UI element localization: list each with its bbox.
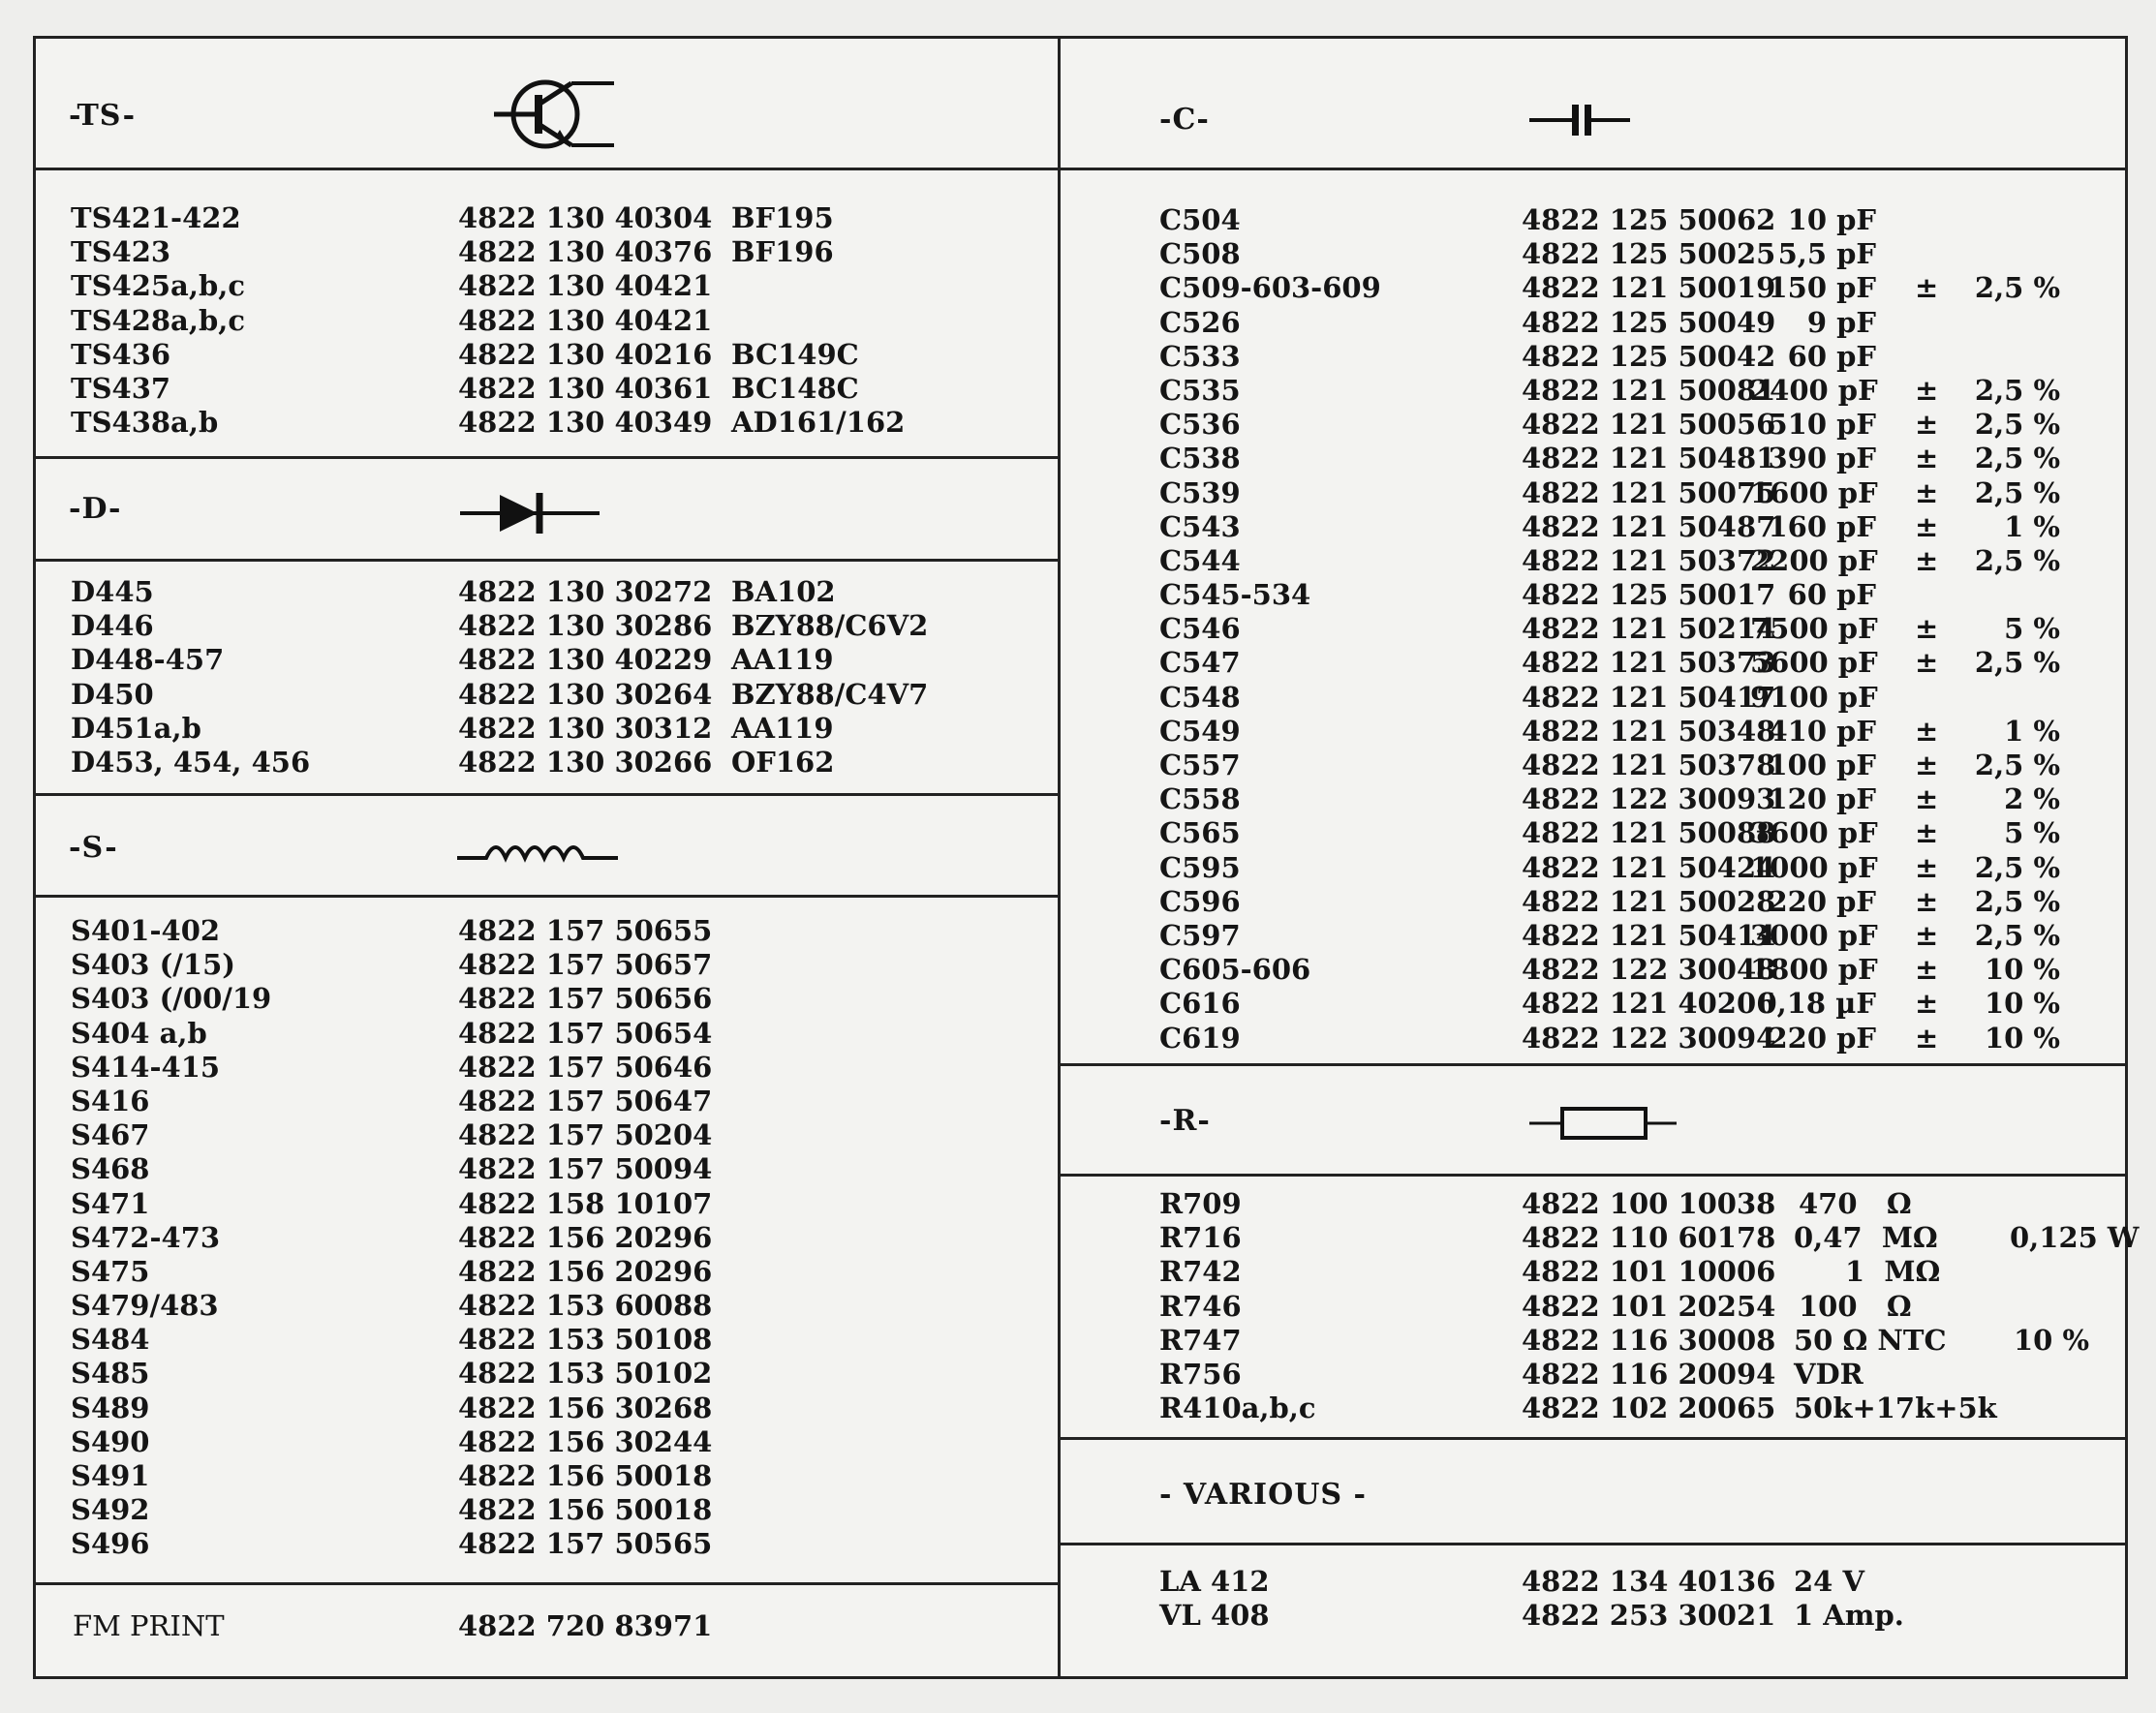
table-row: D448-457 4822 130 40229 AA119 xyxy=(71,643,834,677)
table-row: R709 4822 100 10038 470 Ω xyxy=(1159,1187,1912,1220)
rule xyxy=(1060,1174,2128,1177)
table-row: C535 4822 121 50081 2400 pF ± 2,5 % xyxy=(1159,373,2060,407)
rule xyxy=(1060,1063,2128,1066)
table-row: FM PRINT 4822 720 83971 xyxy=(73,1609,713,1642)
table-row: S489 4822 156 30268 xyxy=(71,1391,713,1424)
resistor-icon xyxy=(1527,1104,1682,1143)
diode-icon xyxy=(458,489,603,537)
table-row: R746 4822 101 20254 100 Ω xyxy=(1159,1289,1912,1323)
table-row: S403 (/00/19 4822 157 50656 xyxy=(71,982,713,1016)
table-row: S468 4822 157 50094 xyxy=(71,1152,713,1186)
table-row: TS425a,b,c 4822 130 40421 xyxy=(71,269,713,303)
table-row: TS428a,b,c 4822 130 40421 xyxy=(71,303,713,337)
table-row: S492 4822 156 50018 xyxy=(71,1493,713,1527)
table-row: C597 4822 121 50414 3000 pF ± 2,5 % xyxy=(1159,918,2060,952)
table-row: R410a,b,c 4822 102 20065 50k+17k+5k xyxy=(1159,1392,1997,1425)
rule xyxy=(36,559,1059,562)
section-header-coils: -S- xyxy=(69,831,118,865)
coil-list xyxy=(71,914,1039,1562)
table-row: C545-534 4822 125 50017 60 pF xyxy=(1159,578,1876,612)
table-row: C596 4822 121 50028 220 pF ± 2,5 % xyxy=(1159,884,2060,918)
table-row: D453, 454, 456 4822 130 30266 OF162 xyxy=(71,745,835,779)
table-row: C616 4822 121 40206 0,18 µF ± 10 % xyxy=(1159,987,2060,1021)
table-row: S490 4822 156 30244 xyxy=(71,1424,713,1458)
section-header-capacitors: -C- xyxy=(1159,103,1210,137)
rule xyxy=(1060,168,2128,170)
table-row: C605-606 4822 122 30048 1800 pF ± 10 % xyxy=(1159,953,2060,987)
table-row: C536 4822 121 50056 510 pF ± 2,5 % xyxy=(1159,408,2060,442)
table-row: C557 4822 121 50378 100 pF ± 2,5 % xyxy=(1159,749,2060,781)
table-row: C543 4822 121 50487 160 pF ± 1 % xyxy=(1159,509,2060,543)
table-row: TS437 4822 130 40361 BC148C xyxy=(71,371,859,405)
table-row: S467 4822 157 50204 xyxy=(71,1118,713,1152)
table-row: S416 4822 157 50647 xyxy=(71,1084,713,1117)
inductor-icon xyxy=(455,829,620,868)
section-header-diodes: -D- xyxy=(69,492,122,526)
table-row: C539 4822 121 50075 1600 pF ± 2,5 % xyxy=(1159,475,2060,509)
table-row: D445 4822 130 30272 BA102 xyxy=(71,575,836,608)
table-row: S491 4822 156 50018 xyxy=(71,1459,713,1492)
table-row: D451a,b 4822 130 30312 AA119 xyxy=(71,711,834,745)
rule xyxy=(36,793,1059,796)
table-row: R742 4822 101 10006 1 MΩ xyxy=(1159,1255,1941,1289)
rule xyxy=(1060,1437,2128,1440)
transistor-icon xyxy=(455,77,620,155)
table-row: TS423 4822 130 40376 BF196 xyxy=(71,235,834,269)
table-row: C526 4822 125 50049 9 pF xyxy=(1159,305,1876,339)
table-row: S404 a,b 4822 157 50654 xyxy=(71,1016,713,1050)
table-row: TS421-422 4822 130 40304 BF195 xyxy=(71,201,834,234)
rule xyxy=(36,456,1059,459)
table-row: LA 412 4822 134 40136 24 V xyxy=(1159,1565,1864,1598)
table-row: C533 4822 125 50042 60 pF xyxy=(1159,339,1876,373)
table-row: C504 4822 125 50062 10 pF xyxy=(1159,203,1876,236)
section-header-transistors: -TS- xyxy=(69,99,137,133)
diode-list xyxy=(71,575,1039,780)
table-row: S401-402 4822 157 50655 xyxy=(71,914,713,947)
resistor-list xyxy=(1159,1187,2140,1425)
table-row: S496 4822 157 50565 xyxy=(71,1527,713,1561)
capacitor-icon xyxy=(1527,101,1634,139)
table-row: C546 4822 121 50214 7500 pF ± 5 % xyxy=(1159,612,2060,646)
table-row: C509-603-609 4822 121 50019 150 pF ± 2,5 % xyxy=(1159,271,2060,305)
table-row: TS438a,b 4822 130 40349 AD161/162 xyxy=(71,406,906,440)
parts-list-sheet xyxy=(33,36,2140,1679)
table-row: C565 4822 121 50088 3600 pF ± 5 % xyxy=(1159,816,2060,850)
table-row: VL 408 4822 253 30021 1 Amp. xyxy=(1159,1599,1904,1633)
table-row: C558 4822 122 30093 120 pF ± 2 % xyxy=(1159,782,2060,816)
table-row: C544 4822 121 50372 2200 pF ± 2,5 % xyxy=(1159,543,2060,577)
table-row: C549 4822 121 50348 410 pF ± 1 % xyxy=(1159,714,2060,748)
table-row: C547 4822 121 50373 5600 pF ± 2,5 % xyxy=(1159,646,2060,680)
table-row: D450 4822 130 30264 BZY88/C4V7 xyxy=(71,677,929,711)
various-list xyxy=(1159,1565,2128,1633)
transistor-list xyxy=(71,201,1039,440)
table-row: S414-415 4822 157 50646 xyxy=(71,1050,713,1084)
capacitor-list xyxy=(1159,203,2128,1055)
table-row: C548 4822 121 50417 9100 pF xyxy=(1159,680,1878,714)
fm-print-row xyxy=(73,1609,1041,1643)
table-row: C538 4822 121 50481 390 pF ± 2,5 % xyxy=(1159,442,2060,475)
table-row: S479/483 4822 153 60088 xyxy=(71,1289,713,1323)
table-row: C508 4822 125 50025 5,5 pF xyxy=(1159,237,1876,271)
table-row: D446 4822 130 30286 BZY88/C6V2 xyxy=(71,609,929,643)
section-header-resistors: -R- xyxy=(1159,1104,1211,1138)
rule xyxy=(36,168,1059,170)
table-row: R756 4822 116 20094 VDR xyxy=(1159,1357,1863,1391)
column-divider xyxy=(1058,39,1061,1676)
section-header-various: - VARIOUS - xyxy=(1159,1478,1367,1512)
table-row: C595 4822 121 50424 1000 pF ± 2,5 % xyxy=(1159,850,2060,884)
table-row: TS436 4822 130 40216 BC149C xyxy=(71,337,859,371)
rule xyxy=(36,1582,1059,1585)
table-row: S485 4822 153 50102 xyxy=(71,1357,713,1391)
rule xyxy=(36,895,1059,898)
table-row: S403 (/15) 4822 157 50657 xyxy=(71,948,713,982)
table-row: S475 4822 156 20296 xyxy=(71,1254,713,1288)
table-row: S484 4822 153 50108 xyxy=(71,1323,713,1357)
table-row: S471 4822 158 10107 xyxy=(71,1186,713,1220)
table-row: C619 4822 122 30094 220 pF ± 10 % xyxy=(1159,1021,2060,1055)
table-row: R747 4822 116 30008 50 Ω NTC 10 % xyxy=(1159,1323,2090,1357)
table-row: R716 4822 110 60178 0,47 MΩ 0,125 W xyxy=(1159,1221,2140,1255)
rule xyxy=(1060,1543,2128,1545)
table-row: S472-473 4822 156 20296 xyxy=(71,1220,713,1254)
